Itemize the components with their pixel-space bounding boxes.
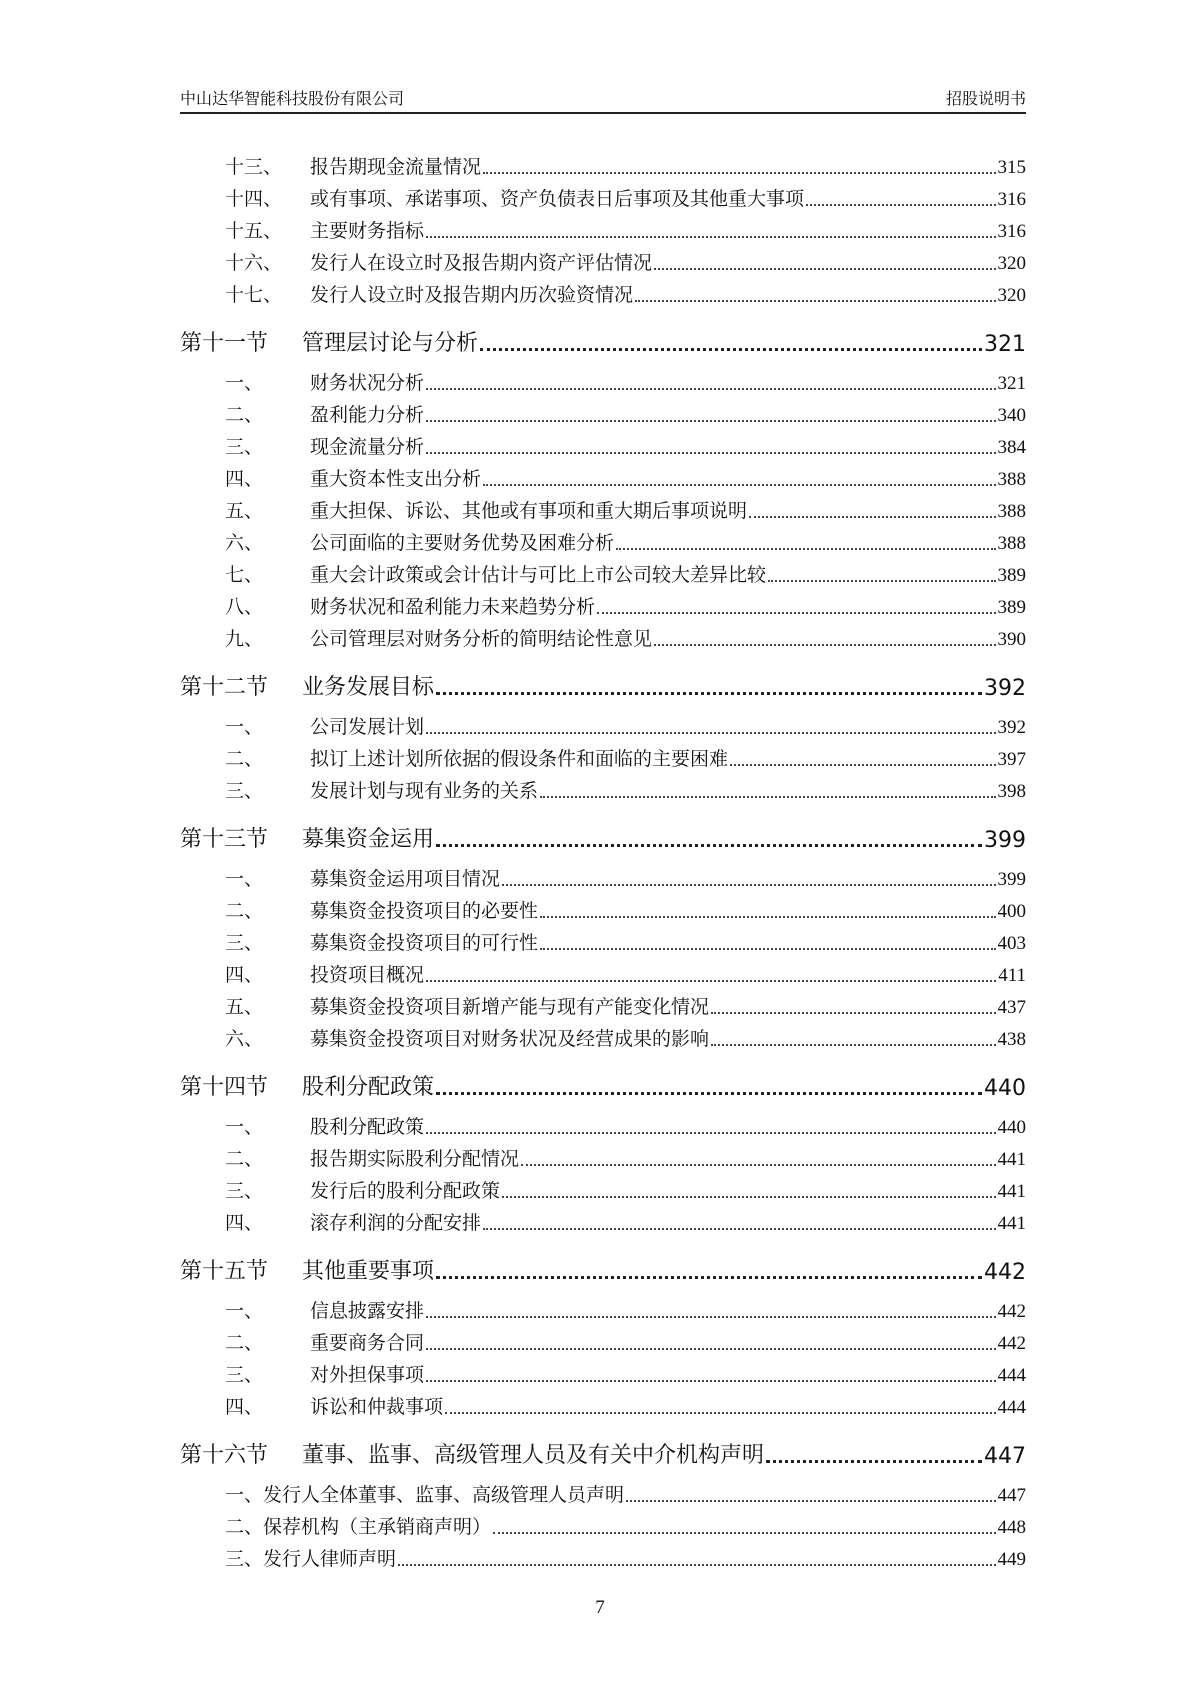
toc-entry-number: 二、 [225, 1516, 264, 1538]
toc-entry-page: 397 [997, 749, 1026, 770]
toc-entry-number: 四、 [225, 1396, 264, 1418]
toc-entry-title: 报告期现金流量情况 [310, 156, 482, 178]
toc-entry-title: 股利分配政策 [302, 1075, 435, 1100]
toc-section-entry[interactable] [180, 1059, 1026, 1101]
toc-entry-title: 业务发展目标 [302, 675, 435, 700]
toc-entry[interactable] [180, 1355, 1026, 1387]
toc-entry[interactable] [180, 147, 1026, 179]
toc-entry-page: 384 [997, 437, 1026, 458]
dot-leader [749, 514, 995, 518]
toc-entry-title: 公司发展计划 [310, 716, 425, 738]
toc-entry-number: 第十四节 [180, 1075, 269, 1100]
toc-entry-number: 第十一节 [180, 331, 269, 356]
toc-entry-page: 398 [997, 781, 1026, 802]
toc-entry-title: 滚存利润的分配安排 [310, 1212, 482, 1234]
toc-entry[interactable] [180, 1139, 1026, 1171]
dot-leader [436, 690, 982, 695]
toc-entry-page: 388 [997, 533, 1026, 554]
toc-entry-title: 募集资金投资项目对财务状况及经营成果的影响 [310, 1028, 710, 1050]
toc-entry-page: 444 [997, 1365, 1026, 1386]
dot-leader [426, 234, 995, 238]
dot-leader [426, 1378, 995, 1382]
toc-entry-number: 二、 [225, 748, 264, 770]
toc-entry-page: 442 [984, 1260, 1026, 1285]
toc-entry-page: 441 [997, 1181, 1026, 1202]
toc-entry-number: 一、 [225, 1300, 264, 1322]
toc-entry-page: 340 [997, 405, 1026, 426]
toc-entry-page: 389 [997, 597, 1026, 618]
dot-leader [502, 882, 995, 886]
toc-entry-number: 七、 [225, 564, 264, 586]
dot-leader [483, 482, 995, 486]
dot-leader [806, 202, 995, 206]
toc-entry-number: 第十二节 [180, 675, 269, 700]
toc-entry-title: 重大会计政策或会计估计与可比上市公司较大差异比较 [310, 564, 767, 586]
toc-entry-title: 管理层讨论与分析 [302, 331, 479, 356]
toc-entry-page: 448 [997, 1517, 1026, 1538]
toc-entry-number: 十三、 [225, 156, 283, 178]
toc-entry-title: 募集资金运用项目情况 [310, 868, 501, 890]
toc-entry[interactable] [180, 243, 1026, 275]
toc-entry-number: 二、 [225, 900, 264, 922]
toc-entry-page: 447 [984, 1444, 1026, 1469]
toc-entry-number: 十七、 [225, 284, 283, 306]
toc-entry-page: 390 [997, 629, 1026, 650]
toc-entry[interactable] [180, 707, 1026, 739]
dot-leader [426, 1130, 995, 1134]
dot-leader [540, 794, 995, 798]
dot-leader [426, 418, 995, 422]
toc-entry-title: 募集资金运用 [302, 827, 435, 852]
toc-entry-number: 第十五节 [180, 1259, 269, 1284]
toc-entry[interactable] [180, 955, 1026, 987]
toc-entry-number: 一、 [225, 868, 264, 890]
toc-entry-title: 信息披露安排 [310, 1300, 425, 1322]
toc-entry-number: 九、 [225, 628, 264, 650]
toc-entry-page: 321 [997, 373, 1026, 394]
toc-entry[interactable] [180, 363, 1026, 395]
toc-entry-page: 399 [997, 869, 1026, 890]
toc-entry-page: 440 [984, 1076, 1026, 1101]
toc-entry-title: 发行人设立时及报告期内历次验资情况 [310, 284, 634, 306]
toc-entry-page: 438 [997, 1029, 1026, 1050]
toc-entry[interactable] [180, 923, 1026, 955]
toc-entry[interactable] [180, 987, 1026, 1019]
toc-entry-page: 411 [998, 965, 1026, 986]
toc-entry-page: 442 [997, 1333, 1026, 1354]
dot-leader [730, 762, 995, 766]
document-type: 招股说明书 [945, 89, 1026, 108]
dot-leader [521, 1162, 995, 1166]
toc-entry[interactable] [180, 1019, 1026, 1051]
toc-entry[interactable] [180, 555, 1026, 587]
toc-section-entry[interactable] [180, 659, 1026, 701]
toc-entry-page: 321 [984, 332, 1026, 357]
toc-entry-title: 现金流量分析 [310, 436, 425, 458]
dot-leader [540, 914, 995, 918]
toc-entry-title: 发行人在设立时及报告期内资产评估情况 [310, 252, 653, 274]
dot-leader [426, 450, 995, 454]
toc-entry-title: 诉讼和仲裁事项 [310, 1396, 444, 1418]
dot-leader [426, 386, 995, 390]
toc-entry-page: 320 [997, 285, 1026, 306]
toc-entry[interactable] [180, 859, 1026, 891]
dot-leader [626, 1498, 995, 1502]
dot-leader [711, 1010, 995, 1014]
toc-entry-title: 重大资本性支出分析 [310, 468, 482, 490]
toc-entry[interactable] [180, 179, 1026, 211]
toc-entry-number: 十六、 [225, 252, 283, 274]
toc-entry-title: 财务状况分析 [310, 372, 425, 394]
toc-entry-number: 二、 [225, 1148, 264, 1170]
toc-entry-title: 投资项目概况 [310, 964, 425, 986]
toc-entry-title: 公司管理层对财务分析的简明结论性意见 [310, 628, 653, 650]
dot-leader [766, 1458, 982, 1463]
toc-entry[interactable] [180, 1507, 1026, 1539]
toc-entry[interactable] [180, 587, 1026, 619]
toc-entry[interactable] [180, 275, 1026, 307]
dot-leader [436, 1274, 982, 1279]
dot-leader [654, 642, 995, 646]
toc-entry-number: 八、 [225, 596, 264, 618]
dot-leader [436, 842, 982, 847]
toc-entry-number: 三、 [225, 932, 264, 954]
toc-entry[interactable] [180, 891, 1026, 923]
toc-entry-title: 发行后的股利分配政策 [310, 1180, 501, 1202]
toc-entry-number: 十五、 [225, 220, 283, 242]
toc-entry-title: 发展计划与现有业务的关系 [310, 780, 539, 802]
toc-entry-number: 二、 [225, 404, 264, 426]
toc-entry-title: 拟订上述计划所依据的假设条件和面临的主要困难 [310, 748, 729, 770]
toc-section-entry[interactable] [180, 1427, 1026, 1469]
toc-entry[interactable] [180, 1387, 1026, 1419]
dot-leader [540, 946, 995, 950]
toc-entry[interactable] [180, 427, 1026, 459]
dot-leader [768, 578, 995, 582]
toc-entry-page: 440 [997, 1117, 1026, 1138]
toc-entry-number: 一、 [225, 1484, 264, 1506]
toc-entry-number: 一、 [225, 372, 264, 394]
toc-entry[interactable] [180, 395, 1026, 427]
toc-section-entry[interactable] [180, 1243, 1026, 1285]
toc-entry-page: 388 [997, 469, 1026, 490]
toc-entry-number: 三、 [225, 1364, 264, 1386]
toc-entry[interactable] [180, 523, 1026, 555]
table-of-contents [180, 147, 1026, 1571]
dot-leader [654, 266, 995, 270]
toc-entry-number: 四、 [225, 1212, 264, 1234]
toc-section-entry[interactable] [180, 315, 1026, 357]
toc-entry[interactable] [180, 1475, 1026, 1507]
toc-entry-page: 315 [997, 157, 1026, 178]
dot-leader [426, 1346, 995, 1350]
company-name: 中山达华智能科技股份有限公司 [180, 89, 405, 108]
toc-entry-page: 447 [997, 1485, 1026, 1506]
toc-entry-page: 441 [997, 1149, 1026, 1170]
toc-entry-number: 六、 [225, 1028, 264, 1050]
toc-entry-number: 三、 [225, 1180, 264, 1202]
toc-entry-page: 444 [997, 1397, 1026, 1418]
dot-leader [483, 170, 995, 174]
dot-leader [483, 1226, 995, 1230]
toc-entry-title: 募集资金投资项目的可行性 [310, 932, 539, 954]
toc-entry[interactable] [180, 739, 1026, 771]
toc-entry-number: 二、 [225, 1332, 264, 1354]
dot-leader [616, 546, 995, 550]
toc-entry-title: 重大担保、诉讼、其他或有事项和重大期后事项说明 [310, 500, 748, 522]
toc-entry-page: 449 [997, 1549, 1026, 1570]
toc-entry-title: 其他重要事项 [302, 1259, 435, 1284]
dot-leader [398, 1562, 995, 1566]
dot-leader [480, 346, 982, 351]
toc-entry-page: 392 [984, 676, 1026, 701]
dot-leader [445, 1410, 995, 1414]
toc-entry-title: 对外担保事项 [310, 1364, 425, 1386]
toc-entry-title: 募集资金投资项目的必要性 [310, 900, 539, 922]
dot-leader [426, 978, 996, 982]
toc-entry-number: 一、 [225, 1116, 264, 1138]
toc-entry-page: 399 [984, 828, 1026, 853]
toc-entry[interactable] [180, 771, 1026, 803]
toc-entry[interactable] [180, 1323, 1026, 1355]
toc-entry-number: 十四、 [225, 188, 283, 210]
toc-entry-title: 重要商务合同 [310, 1332, 425, 1354]
toc-entry[interactable] [180, 619, 1026, 651]
toc-entry-number: 三、 [225, 1548, 264, 1570]
dot-leader [426, 1314, 995, 1318]
toc-entry-title: 股利分配政策 [310, 1116, 425, 1138]
toc-entry-page: 403 [997, 933, 1026, 954]
toc-entry-title: 财务状况和盈利能力未来趋势分析 [310, 596, 596, 618]
toc-entry-title: 募集资金投资项目新增产能与现有产能变化情况 [310, 996, 710, 1018]
toc-entry-title: 保荐机构（主承销商声明） [263, 1516, 492, 1538]
toc-entry-number: 三、 [225, 436, 264, 458]
toc-entry-page: 441 [997, 1213, 1026, 1234]
toc-entry-title: 董事、监事、高级管理人员及有关中介机构声明 [302, 1443, 765, 1468]
toc-entry-page: 389 [997, 565, 1026, 586]
toc-entry-number: 三、 [225, 780, 264, 802]
dot-leader [436, 1090, 982, 1095]
toc-entry-page: 388 [997, 501, 1026, 522]
toc-entry-number: 五、 [225, 500, 264, 522]
toc-entry-page: 437 [997, 997, 1026, 1018]
toc-entry-page: 316 [997, 221, 1026, 242]
dot-leader [711, 1042, 995, 1046]
toc-entry-number: 五、 [225, 996, 264, 1018]
toc-entry[interactable] [180, 459, 1026, 491]
toc-entry-page: 320 [997, 253, 1026, 274]
dot-leader [502, 1194, 995, 1198]
dot-leader [635, 298, 995, 302]
toc-entry-title: 公司面临的主要财务优势及困难分析 [310, 532, 615, 554]
toc-entry-number: 一、 [225, 716, 264, 738]
toc-entry[interactable] [180, 1539, 1026, 1571]
page-number: 7 [595, 1597, 605, 1618]
page-header [180, 84, 1026, 114]
toc-entry-number: 四、 [225, 964, 264, 986]
toc-entry[interactable] [180, 1291, 1026, 1323]
dot-leader [493, 1530, 995, 1534]
toc-entry-number: 六、 [225, 532, 264, 554]
toc-entry-title: 或有事项、承诺事项、资产负债表日后事项及其他重大事项 [310, 188, 805, 210]
toc-entry-page: 400 [997, 901, 1026, 922]
toc-entry-number: 四、 [225, 468, 264, 490]
dot-leader [426, 730, 995, 734]
toc-entry[interactable] [180, 491, 1026, 523]
toc-entry[interactable] [180, 1203, 1026, 1235]
toc-entry[interactable] [180, 1107, 1026, 1139]
toc-entry-page: 316 [997, 189, 1026, 210]
toc-entry[interactable] [180, 211, 1026, 243]
toc-entry-title: 发行人全体董事、监事、高级管理人员声明 [263, 1484, 625, 1506]
toc-entry-title: 主要财务指标 [310, 220, 425, 242]
dot-leader [597, 610, 995, 614]
toc-entry-page: 442 [997, 1301, 1026, 1322]
toc-entry[interactable] [180, 1171, 1026, 1203]
toc-entry-title: 发行人律师声明 [263, 1548, 397, 1570]
toc-entry-title: 盈利能力分析 [310, 404, 425, 426]
toc-entry-title: 报告期实际股利分配情况 [310, 1148, 520, 1170]
toc-section-entry[interactable] [180, 811, 1026, 853]
toc-entry-number: 第十六节 [180, 1443, 269, 1468]
toc-entry-number: 第十三节 [180, 827, 269, 852]
toc-entry-page: 392 [997, 717, 1026, 738]
